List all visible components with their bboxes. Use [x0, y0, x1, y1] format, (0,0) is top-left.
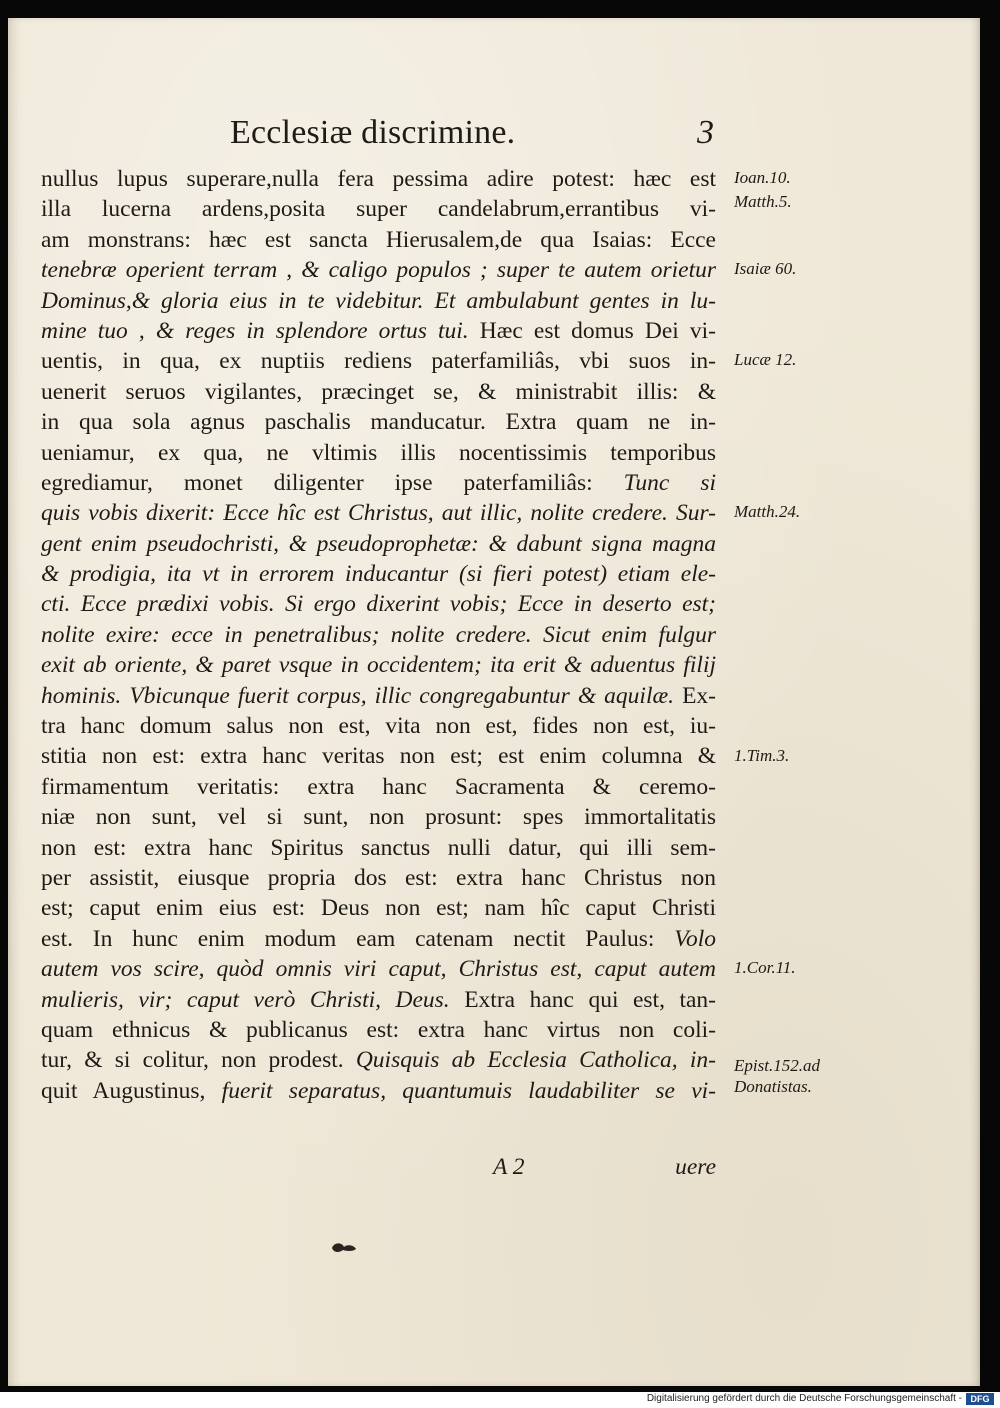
text-line: [41, 985, 716, 1015]
text-line: [41, 924, 716, 954]
text-line: uentis, in qua, ex nuptiis rediens paterfamiliâs, vbi suos in-: [41, 348, 716, 375]
roman-run: Hæc est domus Dei vi-: [468, 317, 717, 344]
text-line: illa lucerna ardens,posita super candelabrum,errantibus vi-: [41, 196, 716, 223]
credit-bar: [0, 1392, 1000, 1408]
text-line: & prodigia, ita vt in errorem inducantur (si fieri potest) etiam ele-: [41, 561, 716, 588]
roman-run: quit Augustinus,: [41, 1077, 222, 1104]
text-line: uenerit seruos vigilantes, præcinget se, & ministrabit illis: &: [41, 378, 716, 405]
text-line: ueniamur, ex qua, ne vltimis illis nocentissimis temporibus: [41, 439, 716, 466]
text-line: stitia non est: extra hanc veritas non est; est enim columna &: [41, 743, 716, 770]
dfg-logo: DFG: [966, 1393, 994, 1405]
italic-run: fuerit separatus, quantumuis laudabiliter se vi-: [221, 1077, 716, 1104]
italic-run: mulieris, vir; caput verò Christi, Deus.: [41, 986, 450, 1013]
margin-note: Ioan.10.: [734, 168, 791, 187]
text-line: am monstrans: hæc est sancta Hierusalem,de qua Isaias: Ecce: [41, 226, 716, 253]
text-line: [41, 316, 716, 346]
body-text: [41, 164, 716, 1106]
italic-run: Volo: [674, 925, 716, 952]
text-line: per assistit, eiusque propria dos est: extra hanc Christus non: [41, 864, 716, 891]
italic-run: mine tuo , & reges in splendore ortus tui.: [41, 317, 469, 344]
page-footer: [41, 1154, 716, 1184]
text-line: [41, 1045, 716, 1075]
text-line: [41, 1076, 716, 1106]
text-line: cti. Ecce prædixi vobis. Si ergo dixerint vobis; Ecce in deserto est;: [41, 591, 716, 618]
text-line: est; caput enim eius est: Deus non est; nam hîc caput Christi: [41, 895, 716, 922]
italic-run: Quisquis ab Ecclesia Catholica, in-: [355, 1047, 716, 1074]
text-line: exit ab oriente, & paret vsque in occidentem; ita erit & aduentus filij: [41, 652, 716, 679]
margin-note: Epist.152.ad: [734, 1055, 820, 1075]
margin-note: Matth.5.: [734, 192, 792, 212]
roman-run: Extra hanc qui est, tan-: [449, 986, 717, 1013]
book-page: [8, 18, 980, 1386]
text-line: [41, 468, 716, 498]
text-line: in qua sola agnus paschalis manducatur. Extra quam ne in-: [41, 409, 716, 436]
text-line: tra hanc domum salus non est, vita non est, fides non est, iu-: [41, 713, 716, 740]
roman-run: est. In hunc enim modum eam catenam nectit Paulus:: [41, 925, 675, 952]
roman-run: egrediamur, monet diligenter ipse paterfamiliâs:: [41, 469, 624, 496]
text-line: non est: extra hanc Spiritus sanctus nulli datur, qui illi sem-: [41, 834, 716, 861]
text-line: tenebræ operient terram , & caligo populos ; super te autem orietur: [41, 257, 716, 284]
text-line: nullus lupus superare,nulla fera pessima adire potest: hæc est: [41, 166, 716, 192]
roman-run: Ex-: [674, 682, 716, 709]
text-line: Dominus,& gloria eius in te videbitur. Et ambulabunt gentes in lu-: [41, 287, 716, 314]
text-line: gent enim pseudochristi, & pseudoprophetæ: & dabunt signa magna: [41, 530, 716, 557]
signature-mark: A 2: [493, 1154, 525, 1180]
text-line: [41, 681, 716, 711]
margin-note: 1.Cor.11.: [734, 958, 796, 978]
credit-text: Digitalisierung gefördert durch die Deutsche Forschungsgemeinschaft -: [646, 1393, 962, 1404]
catchword: uere: [675, 1154, 716, 1180]
running-head: [230, 114, 720, 158]
running-title: Ecclesiæ discrimine.: [230, 114, 516, 151]
margin-note: 1.Tim.3.: [734, 745, 790, 765]
italic-run: hominis. Vbicunque fuerit corpus, illic congregabuntur & aquilæ.: [41, 682, 675, 709]
text-line: niæ non sunt, vel si sunt, non prosunt: spes immortalitatis: [41, 804, 716, 831]
roman-run: tur, & si colitur, non prodest.: [41, 1047, 356, 1074]
margin-notes: [734, 18, 864, 1218]
page-number: 3: [697, 114, 714, 151]
margin-note: Donatistas.: [734, 1076, 812, 1096]
margin-note: Isaiæ 60.: [734, 259, 797, 279]
text-line: nolite exire: ecce in penetralibus; nolite credere. Sicut enim fulgur: [41, 621, 716, 648]
text-line: quam ethnicus & publicanus est: extra hanc virtus non coli-: [41, 1016, 716, 1043]
text-line: autem vos scire, quòd omnis viri caput, Christus est, caput autem: [41, 956, 716, 983]
ink-blot-ornament: [330, 1240, 358, 1256]
margin-note: Lucæ 12.: [734, 350, 797, 370]
margin-note: Matth.24.: [734, 502, 801, 522]
text-line: firmamentum veritatis: extra hanc Sacramenta & ceremo-: [41, 773, 716, 800]
text-line: quis vobis dixerit: Ecce hîc est Christus, aut illic, nolite credere. Sur-: [41, 500, 716, 527]
italic-run: Tunc si: [623, 469, 716, 496]
